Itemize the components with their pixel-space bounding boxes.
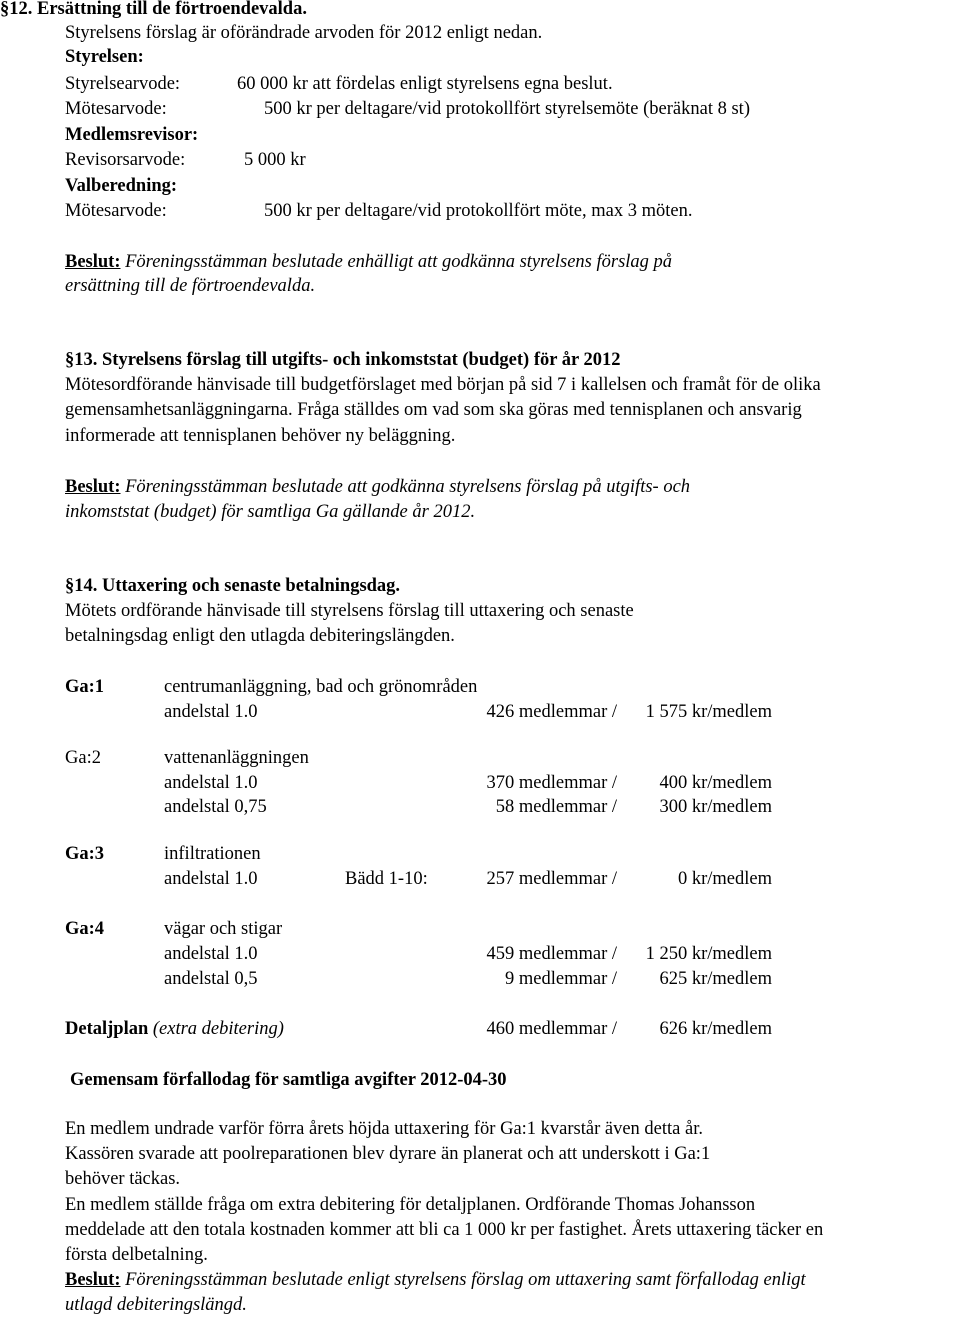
ga3-label: Ga:3 bbox=[65, 844, 105, 864]
section-14-heading: §14. Uttaxering och senaste betalningsdag. bbox=[65, 576, 401, 596]
revisorsarvode-value: 5 000 kr bbox=[244, 150, 306, 170]
ga4-label: Ga:4 bbox=[65, 919, 105, 939]
detaljplan-medlemmar: 460 medlemmar / bbox=[486, 1019, 617, 1039]
beslut-text: Föreningsstämman beslutade enligt styrelsens förslag om uttaxering samt förfallodag enligt bbox=[125, 1270, 806, 1290]
ga2-label: Ga:2 bbox=[65, 748, 101, 768]
section-13-line3: informerade att tennisplanen behöver ny beläggning. bbox=[65, 426, 456, 446]
beslut-13-line1 bbox=[65, 475, 690, 499]
ga4-desc: vägar och stigar bbox=[164, 919, 283, 939]
ga2-andelstal-1: andelstal 1.0 bbox=[164, 773, 258, 793]
beslut-14-line1 bbox=[65, 1268, 806, 1292]
ga4-avgift-1: 1 250 kr/medlem bbox=[645, 944, 772, 964]
ga1-avgift: 1 575 kr/medlem bbox=[645, 702, 772, 722]
beslut-text: Föreningsstämman beslutade enhälligt att godkänna styrelsens förslag på bbox=[125, 252, 673, 272]
medlemsrevisor-heading: Medlemsrevisor: bbox=[65, 125, 199, 145]
valberedning-heading: Valberedning: bbox=[65, 176, 178, 196]
ga4-medlemmar-1: 459 medlemmar / bbox=[486, 944, 617, 964]
ga1-medlemmar: 426 medlemmar / bbox=[486, 702, 617, 722]
styrelsearvode-value: 60 000 kr att fördelas enligt styrelsens egna beslut. bbox=[237, 74, 613, 94]
motesarvode-value: 500 kr per deltagare/vid protokollfört styrelsemöte (beräknat 8 st) bbox=[264, 99, 750, 119]
ga2-andelstal-2: andelstal 0,75 bbox=[164, 797, 267, 817]
ga1-andelstal: andelstal 1.0 bbox=[164, 702, 258, 722]
paragraph-3-line1: En medlem ställde fråga om extra debitering för detaljplanen. Ordförande Thomas Johansson bbox=[65, 1195, 756, 1215]
beslut-12-line2: ersättning till de förtroendevalda. bbox=[65, 276, 316, 296]
ga3-medlemmar: 257 medlemmar / bbox=[486, 869, 617, 889]
ga4-andelstal-1: andelstal 1.0 bbox=[164, 944, 258, 964]
motesarvode-value-2: 500 kr per deltagare/vid protokollfört möte, max 3 möten. bbox=[264, 201, 693, 221]
beslut-12-line1 bbox=[65, 250, 672, 274]
ga4-andelstal-2: andelstal 0,5 bbox=[164, 969, 258, 989]
beslut-label: Beslut: bbox=[65, 477, 121, 497]
revisorsarvode-label: Revisorsarvode: bbox=[65, 150, 186, 170]
paragraph-2-line2: behöver täckas. bbox=[65, 1169, 181, 1189]
section-14-line1: Mötets ordförande hänvisade till styrelsens förslag till uttaxering och senaste bbox=[65, 601, 634, 621]
section-12-heading: §12. Ersättning till de förtroendevalda. bbox=[0, 0, 307, 19]
ga2-avgift-1: 400 kr/medlem bbox=[659, 773, 772, 793]
section-12-intro: Styrelsens förslag är oförändrade arvoden för 2012 enligt nedan. bbox=[65, 23, 543, 43]
detaljplan-row bbox=[65, 1017, 284, 1041]
ga3-badd: Bädd 1-10: bbox=[345, 869, 428, 889]
styrelsen-heading: Styrelsen: bbox=[65, 47, 144, 67]
paragraph-3-line3: första delbetalning. bbox=[65, 1245, 208, 1265]
styrelsearvode-label: Styrelsearvode: bbox=[65, 74, 181, 94]
ga3-avgift: 0 kr/medlem bbox=[677, 869, 772, 889]
detaljplan-avgift: 626 kr/medlem bbox=[659, 1019, 772, 1039]
beslut-13-line2: inkomststat (budget) för samtliga Ga gällande år 2012. bbox=[65, 502, 476, 522]
ga2-desc: vattenanläggningen bbox=[164, 748, 309, 768]
beslut-text: Föreningsstämman beslutade att godkänna styrelsens förslag på utgifts- och bbox=[125, 477, 691, 497]
section-14-line2: betalningsdag enligt den utlagda debiteringslängden. bbox=[65, 626, 455, 646]
detaljplan-label: Detaljplan bbox=[65, 1019, 149, 1039]
beslut-label: Beslut: bbox=[65, 1270, 121, 1290]
motesarvode-label: Mötesarvode: bbox=[65, 99, 167, 119]
ga4-medlemmar-2: 9 medlemmar / bbox=[505, 969, 617, 989]
ga4-avgift-2: 625 kr/medlem bbox=[659, 969, 772, 989]
section-13-line2: gemensamhetsanläggningarna. Fråga ställdes om vad som ska göras med tennisplanen och ansvarig bbox=[65, 400, 802, 420]
motesarvode-label-2: Mötesarvode: bbox=[65, 201, 167, 221]
beslut-label: Beslut: bbox=[65, 252, 121, 272]
ga3-desc: infiltrationen bbox=[164, 844, 261, 864]
ga1-label: Ga:1 bbox=[65, 677, 105, 697]
ga2-medlemmar-1: 370 medlemmar / bbox=[486, 773, 617, 793]
forfallodag: Gemensam förfallodag för samtliga avgifter 2012-04-30 bbox=[70, 1070, 507, 1090]
detaljplan-note: (extra debitering) bbox=[152, 1019, 284, 1039]
ga2-medlemmar-2: 58 medlemmar / bbox=[495, 797, 617, 817]
beslut-14-line2: utlagd debiteringslängd. bbox=[65, 1295, 247, 1315]
section-13-line1: Mötesordförande hänvisade till budgetförslaget med början på sid 7 i kallelsen och framåt för de olika bbox=[65, 375, 821, 395]
ga2-avgift-2: 300 kr/medlem bbox=[659, 797, 772, 817]
paragraph-3-line2: meddelade att den totala kostnaden kommer att bli ca 1 000 kr per fastighet. Årets uttaxering täcker en bbox=[65, 1220, 824, 1240]
ga3-andelstal: andelstal 1.0 bbox=[164, 869, 258, 889]
paragraph-2-line1: Kassören svarade att poolreparationen blev dyrare än planerat och att underskott i Ga:1 bbox=[65, 1144, 711, 1164]
section-13-heading: §13. Styrelsens förslag till utgifts- och inkomststat (budget) för år 2012 bbox=[65, 350, 621, 370]
ga1-desc: centrumanläggning, bad och grönområden bbox=[164, 677, 478, 697]
paragraph-1: En medlem undrade varför förra årets höjda uttaxering för Ga:1 kvarstår även detta år. bbox=[65, 1119, 703, 1139]
